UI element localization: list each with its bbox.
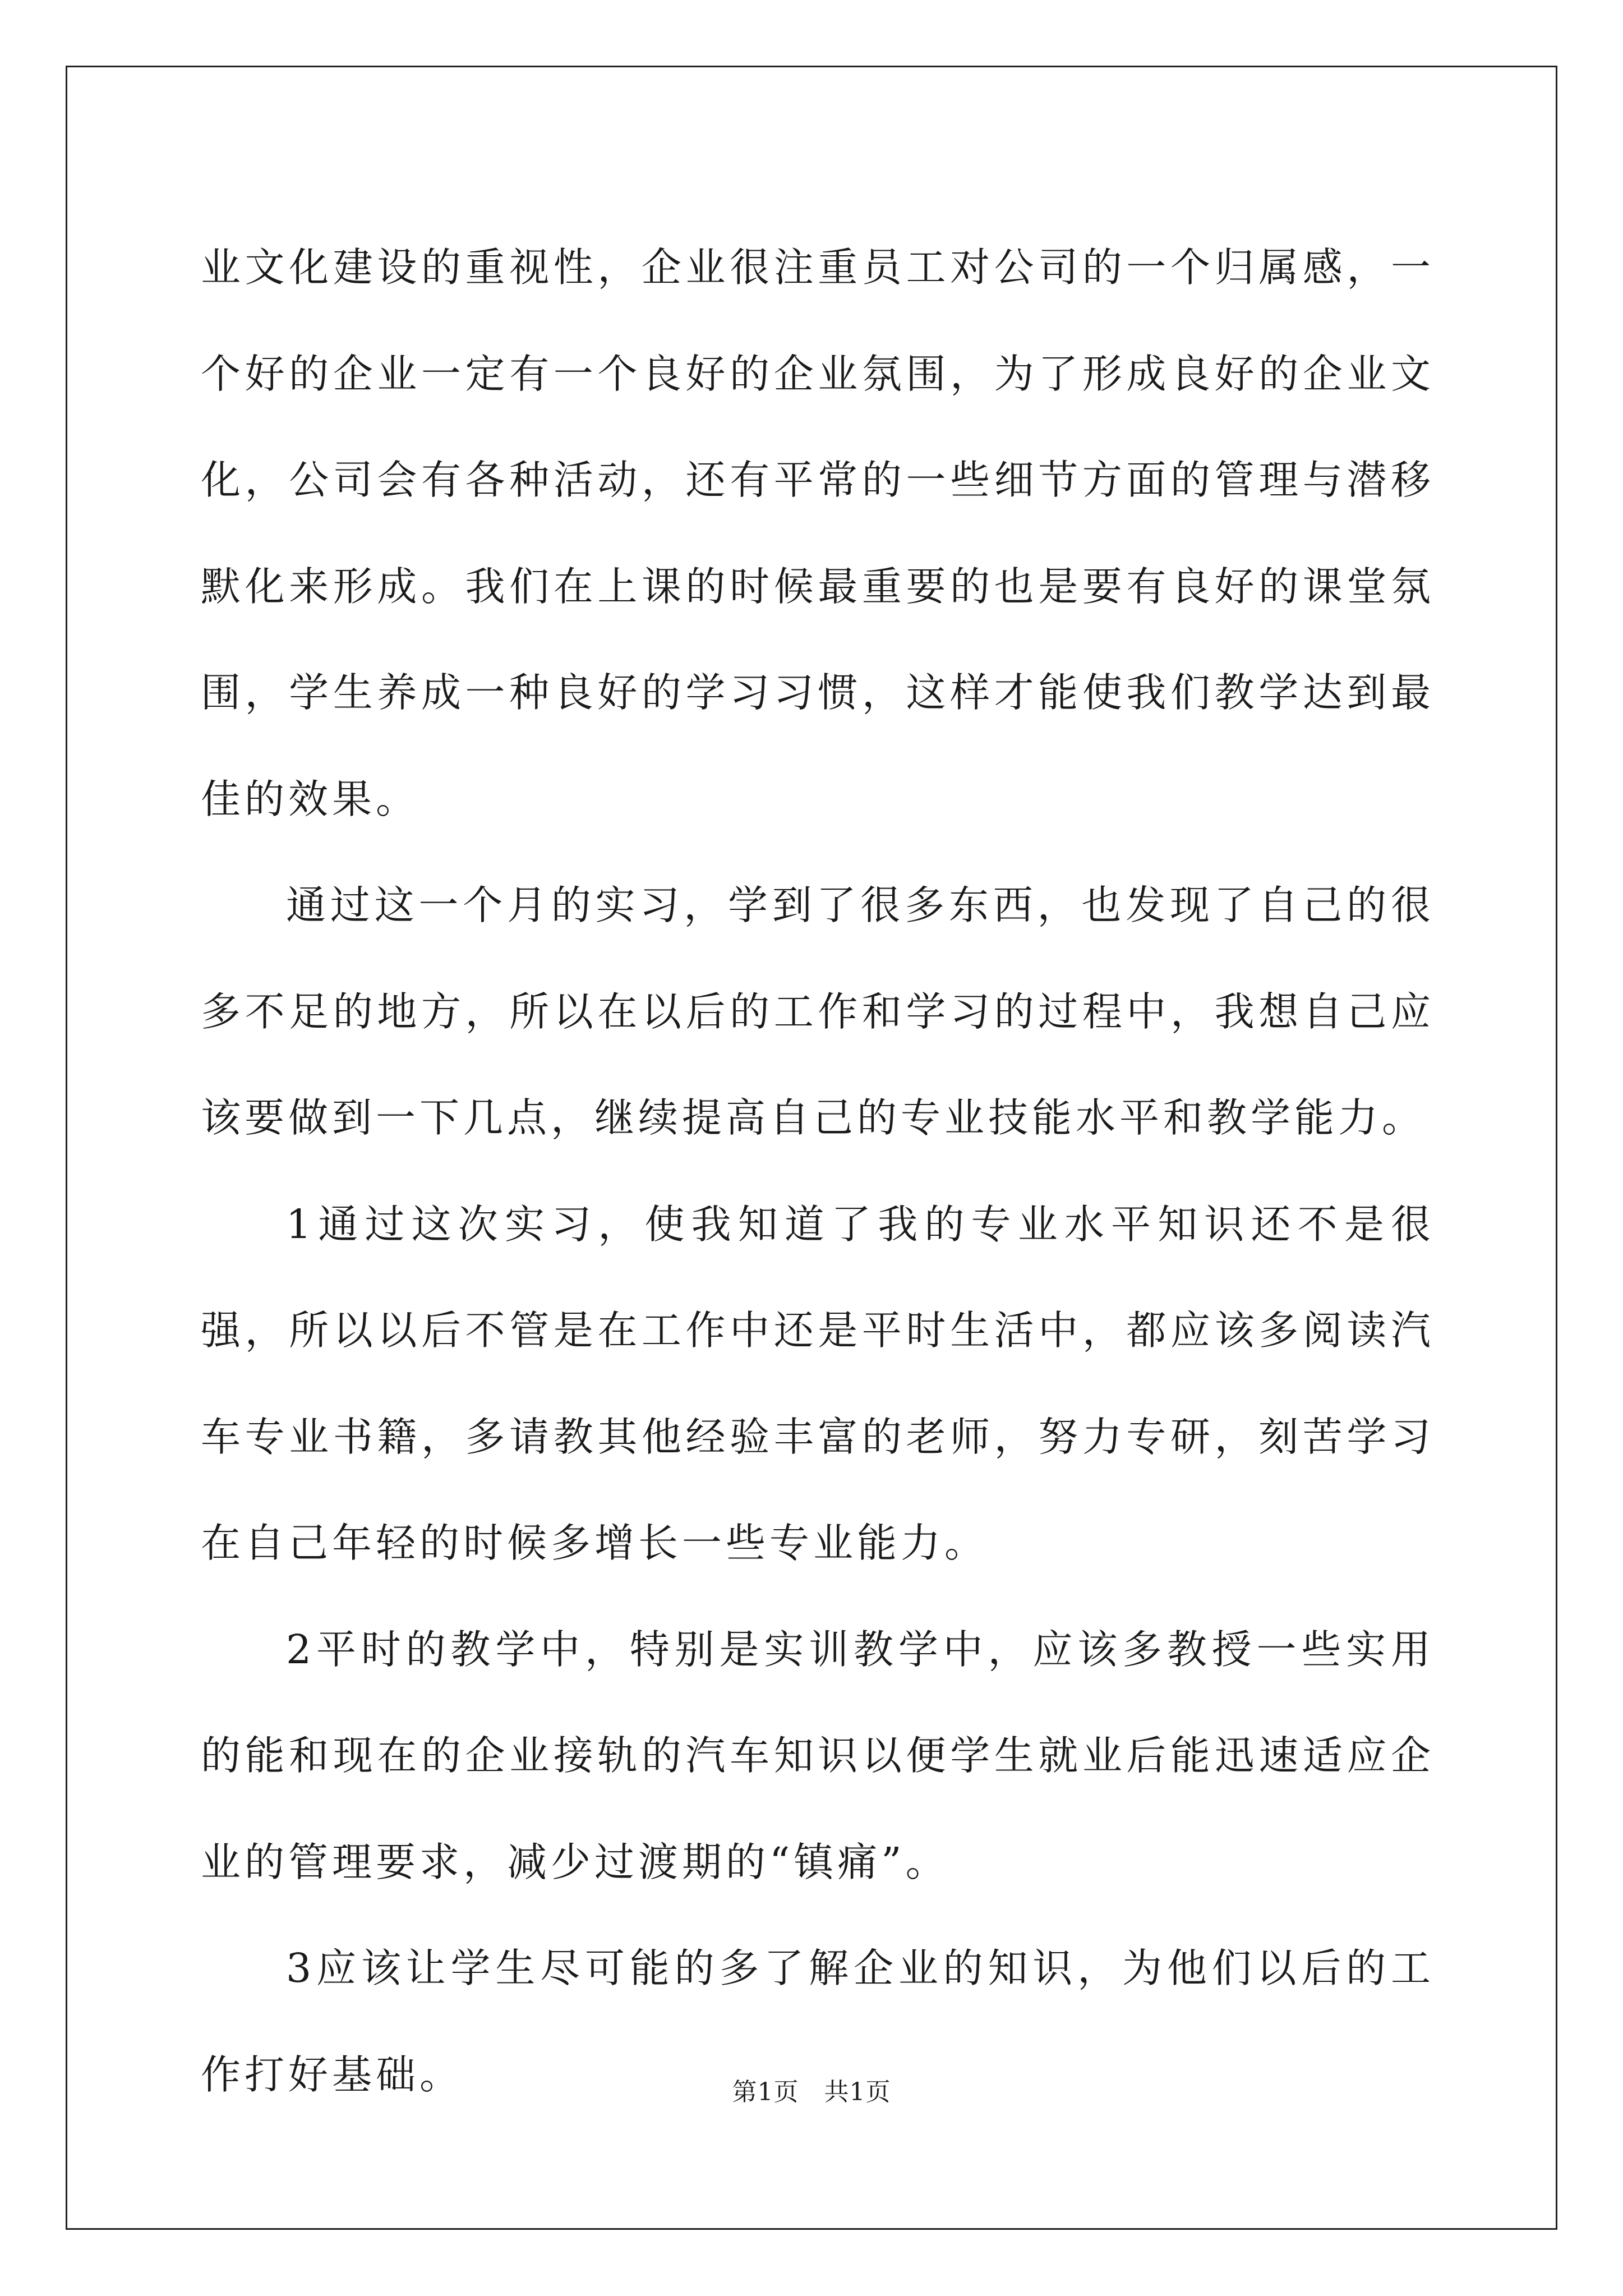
document-body	[201, 214, 1435, 2128]
paragraph-5: 3应该让学生尽可能的多了解企业的知识，为他们以后的工作打好基础。	[201, 1945, 1435, 2098]
paragraph-4: 2平时的教学中，特别是实训教学中，应该多教授一些实用的能和现在的企业接轨的汽车知识以便学生就业后能迅速适应企业的管理要求，减少过渡期的“镇痛”。	[201, 1626, 1435, 1885]
paragraph-2: 通过这一个月的实习，学到了很多东西，也发现了自己的很多不足的地方，所以在以后的工作和学习的过程中，我想自己应该要做到一下几点，继续提高自己的专业技能水平和教学能力。	[201, 882, 1435, 1141]
paragraph-1: 业文化建设的重视性，企业很注重员工对公司的一个归属感，一个好的企业一定有一个良好的企业氛围，为了形成良好的企业文化，公司会有各种活动，还有平常的一些细节方面的管理与潜移默化来形成。我们在上课的时候最重要的也是要有良好的课堂氛围，学生养成一种良好的学习习惯，这样才能使我们教学达到最佳的效果。	[201, 244, 1435, 822]
page-footer: 第1页 共1页	[732, 2078, 891, 2106]
paragraph-3: 1通过这次实习，使我知道了我的专业水平知识还不是很强，所以以后不管是在工作中还是平时生活中，都应该多阅读汽车专业书籍，多请教其他经验丰富的老师，努力专研，刻苦学习在自己年轻的时候多增长一些专业能力。	[201, 1200, 1435, 1566]
